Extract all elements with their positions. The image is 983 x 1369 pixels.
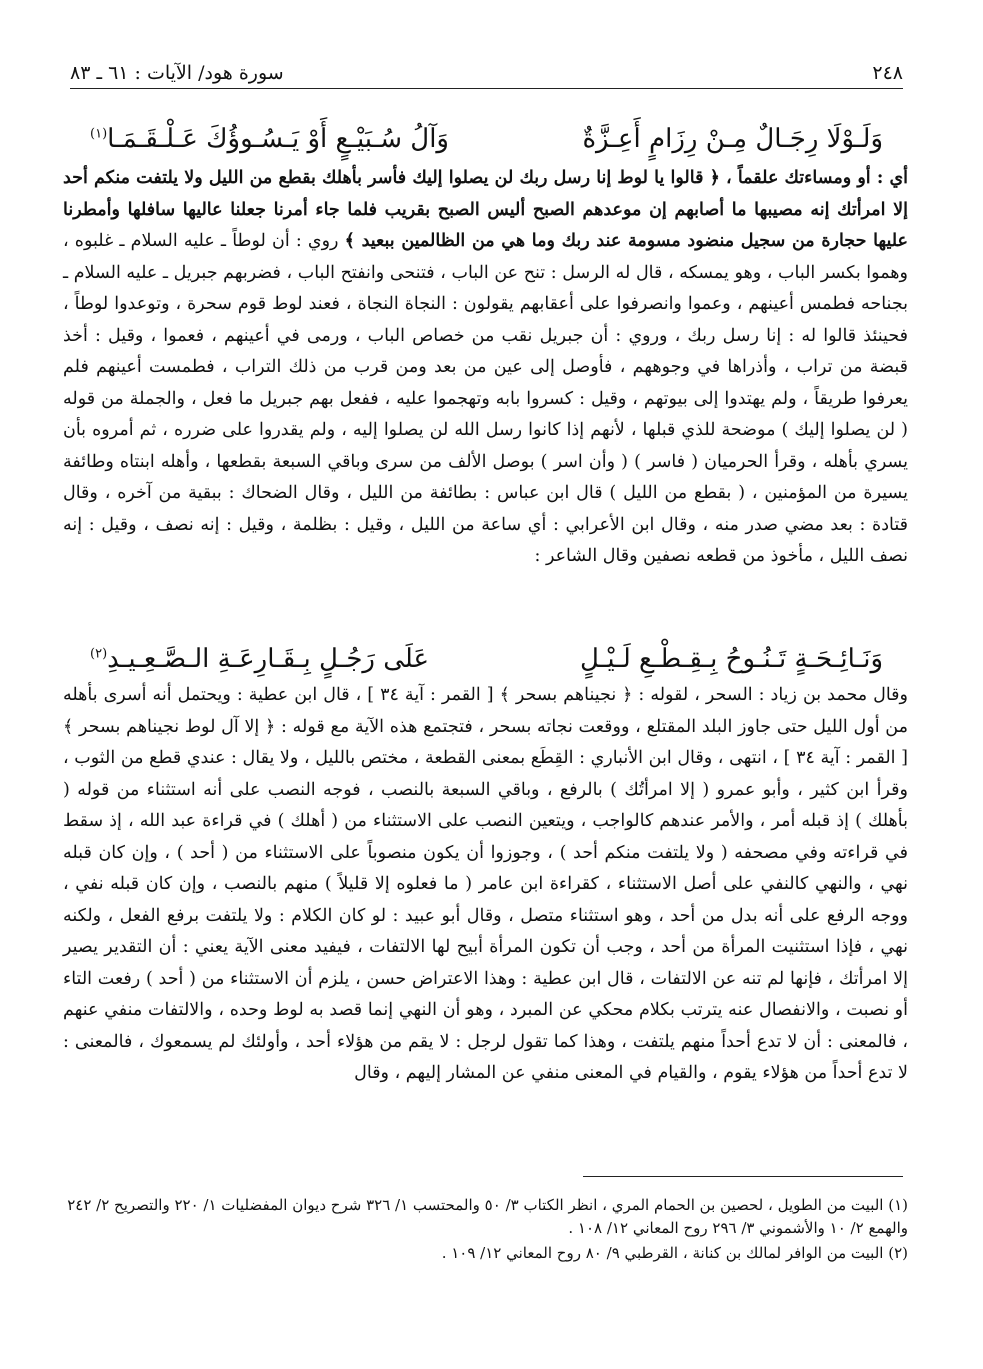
footnote-separator xyxy=(583,1176,903,1177)
verse-2-first-hemistich: وَنَـائِـحَـةٍ تَـنُـوحُ بِـقِـطْـعِ لَـيْـلٍ xyxy=(580,644,883,674)
poetry-verse-1 xyxy=(90,108,883,154)
footnote-ref-1: (١) xyxy=(90,126,108,142)
poetry-verse-2 xyxy=(90,630,883,674)
verse-2-second-hemistich: عَلَى رَجُـلٍ بِـقَـارِعَـةِ الـصَّـعِـيـدِ$^{(٢)}$ xyxy=(90,644,430,674)
running-title: سورة هود/ الآيات : ٦١ ـ ٨٣ xyxy=(70,62,284,84)
commentary-block-1 xyxy=(63,163,908,573)
commentary-text-1: روي : أن لوطاً ـ عليه السلام ـ غلبوه ، وهموا بكسر الباب ، وهو يمسكه ، قال له الرسل : تنح عن الباب ، فتنحى وانفتح الباب ، فضربهم جبريل ـ عليه السلام ـ بجناحه فطمس أعينهم ، وعموا وانصرفوا على أعقابهم يقولون : النجاة النجاة ، فعند لوط قوم سحرة ، وتوعدوا لوطاً ، فحينئذ قالوا له : إنا رسل ربك ، وروي : أن جبريل نقب من خصاص الباب ، ورمى في أعينهم ، فعموا ، وقيل : أخذ قبضة من تراب ، وأذراها في وجوههم ، فأوصل إلى عين من بعد ومن قرب من ذلك التراب ، فطمست أعينهم فلم يعرفوا طريقاً ، ولم يهتدوا إلى بيوتهم ، وقيل : كسروا بابه وتهجموا عليه ، ففعل بهم جبريل ما فعل ، والجملة من قوله ( لن يصلوا إليك ) موضحة للذي قبلها ، لأنهم إذا كانوا رسل الله لن يصلوا إليه ، ولم يقدروا على ضرره ، ثم أمروه بأن يسري بأهله ، وقرأ الحرميان ( فاسر ) ( وأن اسر ) بوصل الألف من سرى وباقي السبعة بقطعها ، وأهله ابنتاه وطائفة يسيرة من المؤمنين ، ( بقطع من الليل ) قال ابن عباس : بطائفة من الليل ، وقال الضحاك : ببقية من آخره ، وقال قتادة : بعد مضي صدر منه ، وقال ابن الأعرابي : أي ساعة من الليل ، وقيل : بظلمة ، وقيل : إنه نصف ، وقيل : إنه نصف الليل ، مأخوذ من قطعه نصفين وقال الشاعر : xyxy=(63,231,908,566)
verse-1-second-hemistich: وَآلُ سُـبَيْـعٍ أَوْ يَـسُـوؤُكَ عَـلْـقَـمَـا$^{(١)}$ xyxy=(90,124,449,154)
footnote-1: (١) البيت من الطويل ، لحصين بن الحمام المري ، انظر الكتاب ٣/ ٥٠ والمحتسب ١/ ٣٢٦ شرح ديوان المفضليات ١/ ٢٢٠ والتصريح ٢/ ٢٤٢ والهمع ٢/ ١٠ والأشموني ٣/ ٢٩٦ روح المعاني ١٢/ ١٠٨ . xyxy=(67,1196,908,1237)
verse-1-first-hemistich: وَلَـوْلَا رِجَـالٌ مِـنْ رِزَامٍ أَعِـزَّةٌ xyxy=(582,124,883,154)
quranic-quote-bold: أي : أو ومساءتك علقماً ، ﴿ قالوا يا لوط إنا رسل ربك لن يصلوا إليك فأسر بأهلك بقطع من الليل ولا يلتفت منكم أحد إلا امرأتك إنه مصيبها ما أصابهم إن موعدهم الصبح أليس الصبح بقريب فلما جاء أمرنا جعلنا عاليها سافلها وأمطرنا عليها حجارة من سجيل منضود مسومة عند ربك وما هي من الظالمين ببعيد ﴾ xyxy=(63,168,908,251)
commentary-paragraph-1 xyxy=(63,163,908,573)
footnote-2: (٢) البيت من الوافر لمالك بن كنانة ، القرطبي ٩/ ٨٠ روح المعاني ١٢/ ١٠٩ . xyxy=(441,1244,908,1262)
footnotes xyxy=(63,1194,908,1267)
page-header xyxy=(70,58,903,89)
footnote-ref-2: (٢) xyxy=(90,646,108,662)
page-number: ٢٤٨ xyxy=(872,62,903,84)
commentary-block-2 xyxy=(63,680,908,1090)
commentary-paragraph-2: وقال محمد بن زياد : السحر ، لقوله : ﴿ نجيناهم بسحر ﴾ [ القمر : آية ٣٤ ] ، قال ابن عطية : ويحتمل أنه أسرى بأهله من أول الليل حتى جاوز البلد المقتلع ، ووقعت نجاته بسحر ، فتجتمع هذه الآية مع قوله : ﴿ إلا آل لوط نجيناهم بسحر ﴾ [ القمر : آية ٣٤ ] ، انتهى ، وقال ابن الأنباري : القِطَع بمعنى القطعة ، مختص بالليل ، ولا يقال : عندي قطع من الثوب ، وقرأ ابن كثير ، وأبو عمرو ( إلا امرأتُك ) بالرفع ، وباقي السبعة بالنصب ، فوجه النصب على أنه استثناء من قوله ( بأهلك ) إذ قبله أمر ، والأمر عندهم كالواجب ، ويتعين النصب على الاستثناء من ( أهلك ) في قراءة عبد الله ، إذ سقط في قراءته وفي مصحفه ( ولا يلتفت منكم أحد ) ، وجوزوا أن يكون منصوباً على الاستثناء من ( أحد ) ، وإن كان قبله نهي ، والنهي كالنفي على أصل الاستثناء ، كقراءة ابن عامر ( ما فعلوه إلا قليلاً ) منهم بالنصب ، وإن كان قبله نفي ، ووجه الرفع على أنه بدل من أحد ، وهو استثناء متصل ، وقال أبو عبيد : لو كان الكلام : ولا يلتفت برفع الفعل ، ولكنه نهي ، فإذا استثنيت المرأة من أحد ، وجب أن تكون المرأة أبيح لها الالتفات ، فيفيد معنى الآية يعني : أن التقدير يصير إلا امرأتك ، فإنها لم تنه عن الالتفات ، قال ابن عطية : وهذا الاعتراض حسن ، يلزم أن الاستثناء من ( أحد ) رفعت التاء أو نصبت ، والانفصال عنه يترتب بكلام محكي عن المبرد ، وهو أن النهي إنما قصد به لوط وحده ، والالتفات منفي عنهم ، فالمعنى : أن لا تدع أحداً منهم يلتفت ، وهذا كما تقول لرجل : لا يقم من هؤلاء أحد ، وأولئك لم يسمعوك ، فالمعنى : لا تدع أحداً من هؤلاء يقوم ، والقيام في المعنى منفي عن المشار إليهم ، وقال xyxy=(63,685,909,1083)
